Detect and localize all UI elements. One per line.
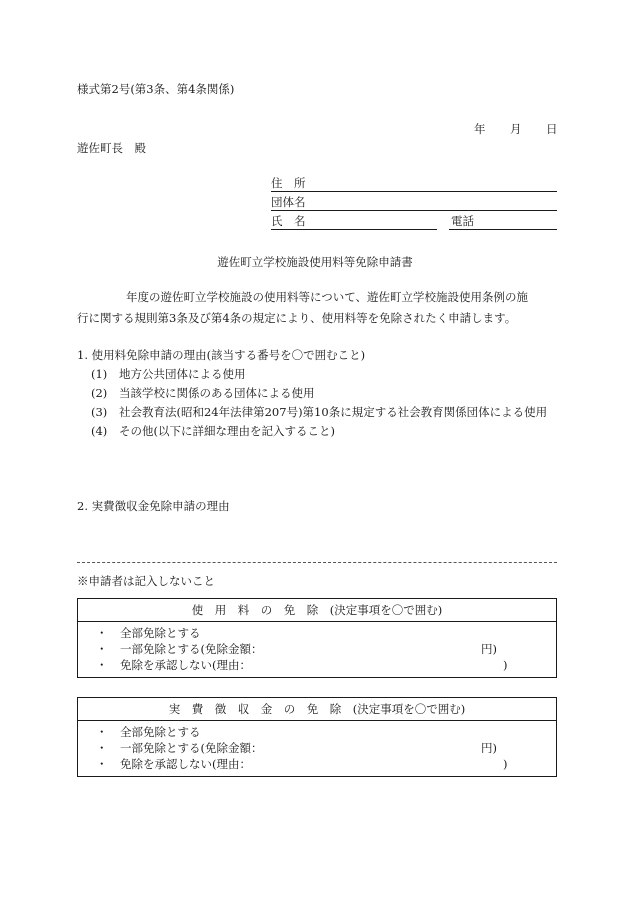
reason-item-1[interactable] (91, 369, 246, 381)
date-day-label: 日 (546, 122, 558, 136)
name-field[interactable] (271, 216, 557, 230)
reason-text: 地方公共団体による使用 (119, 367, 246, 381)
option-text: 一部免除とする(免除金額： (120, 741, 263, 755)
option-text: 免除を承認しない(理由： (120, 658, 251, 672)
reason-text: その他(以下に詳細な理由を記入すること) (119, 424, 335, 438)
phone-underline (449, 229, 557, 230)
name-underline (271, 229, 437, 230)
bullet: ・ (96, 757, 108, 771)
reason-number: (3) (91, 405, 108, 419)
body-line-2: 行に関する規則第3条及び第4条の規定により、使用料等を免除されたく申請します。 (77, 311, 517, 325)
addressee: 遊佐町長 殿 (77, 141, 146, 155)
reason-text: 社会教育法(昭和24年法律第207号)第10条に規定する社会教育関係団体による使用 (119, 405, 548, 419)
group-name-label: 団体名 (271, 195, 306, 209)
bullet: ・ (96, 626, 108, 640)
reason-item-4[interactable] (91, 426, 335, 438)
reason-text: 当該学校に関係のある団体による使用 (119, 386, 315, 400)
cost-option-partial[interactable] (78, 743, 556, 757)
address-label: 住 所 (271, 176, 306, 190)
group-name-underline (271, 210, 557, 211)
office-use-note: ※申請者は記入しないこと (77, 574, 215, 588)
fee-option-deny[interactable] (78, 660, 556, 674)
cost-option-deny[interactable] (78, 759, 556, 773)
date-year-label: 年 (474, 122, 486, 136)
option-text: 一部免除とする(免除金額： (120, 642, 263, 656)
name-label: 氏 名 (271, 214, 306, 228)
fee-option-partial[interactable] (78, 644, 556, 658)
body-line-1: 年度の遊佐町立学校施設の使用料等について、遊佐町立学校施設使用条例の施 (126, 290, 529, 304)
address-underline (271, 191, 557, 192)
address-field[interactable] (271, 178, 557, 192)
cost-option-full[interactable] (78, 727, 556, 741)
yen-unit: 円) (481, 642, 497, 656)
option-text: 全部免除とする (120, 626, 201, 640)
bullet: ・ (96, 658, 108, 672)
cost-exemption-header: 実 費 徴 収 金 の 免 除 (決定事項を〇で囲む) (78, 698, 556, 721)
reason-number: (4) (91, 424, 108, 438)
yen-unit: 円) (481, 741, 497, 755)
reason-number: (1) (91, 367, 108, 381)
date-month-label: 月 (510, 122, 522, 136)
closing-paren: ) (503, 658, 508, 672)
phone-label: 電話 (451, 214, 474, 228)
document-title: 遊佐町立学校施設使用料等免除申請書 (217, 255, 413, 269)
bullet: ・ (96, 725, 108, 739)
cut-line-divider (77, 562, 557, 563)
fee-exemption-box (77, 598, 557, 678)
option-text: 免除を承認しない(理由： (120, 757, 251, 771)
group-name-field[interactable] (271, 197, 557, 211)
fee-exemption-header: 使 用 料 の 免 除 (決定事項を〇で囲む) (78, 599, 556, 622)
cost-exemption-box (77, 697, 557, 777)
section-2-heading: 2. 実費徴収金免除申請の理由 (77, 499, 230, 513)
bullet: ・ (96, 642, 108, 656)
section-1-heading: 1. 使用料免除申請の理由(該当する番号を〇で囲むこと) (77, 348, 366, 362)
closing-paren: ) (503, 757, 508, 771)
bullet: ・ (96, 741, 108, 755)
option-text: 全部免除とする (120, 725, 201, 739)
reason-item-3[interactable] (91, 407, 547, 419)
reason-item-2[interactable] (91, 388, 315, 400)
reason-number: (2) (91, 386, 108, 400)
form-number: 様式第2号(第3条、第4条関係) (77, 82, 235, 96)
fee-option-full[interactable] (78, 628, 556, 642)
